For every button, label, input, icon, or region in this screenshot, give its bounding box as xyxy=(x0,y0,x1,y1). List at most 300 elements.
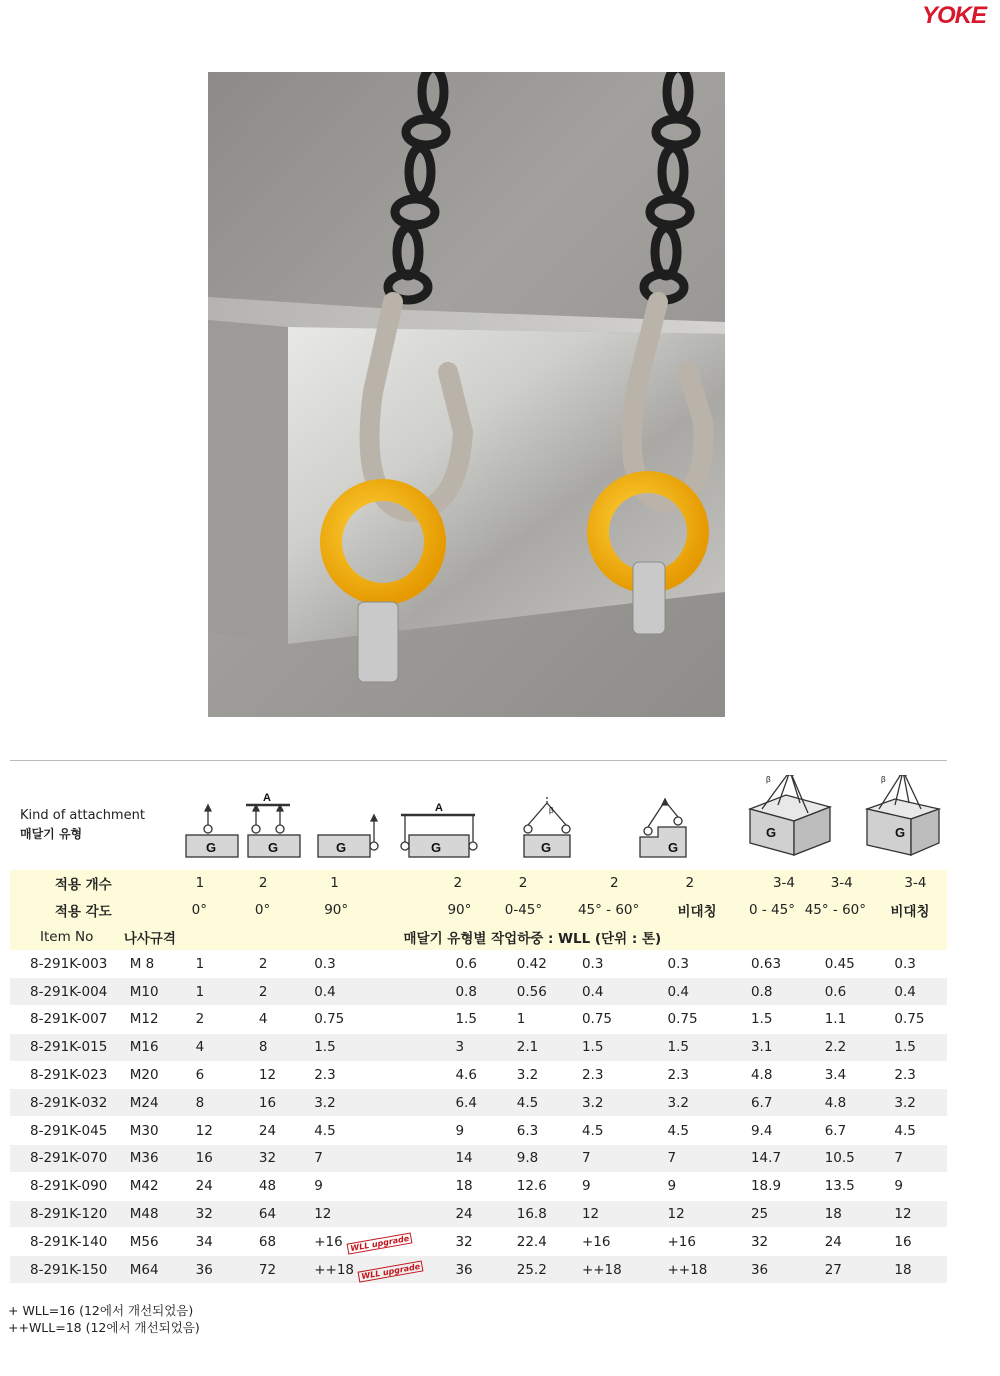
wll-value: 0.56 xyxy=(516,983,547,1000)
wll-cell xyxy=(302,1005,423,1033)
wll-cell xyxy=(503,1089,576,1117)
wll-cell xyxy=(805,1228,877,1256)
wll-cell xyxy=(876,978,947,1006)
count-cell: 2 xyxy=(655,870,734,897)
wll-cell xyxy=(503,1144,576,1172)
wll-cell xyxy=(576,1117,656,1145)
wll-value: 14 xyxy=(455,1150,473,1167)
wll-value: 4.8 xyxy=(824,1094,847,1111)
wll-value: 22.4 xyxy=(516,1233,547,1250)
wll-cell xyxy=(302,1089,423,1117)
count-cell: 1 xyxy=(302,870,423,897)
wll-value: 16 xyxy=(258,1094,277,1111)
table-row xyxy=(10,950,947,977)
table-row xyxy=(10,1061,947,1089)
wll-cell xyxy=(576,1228,656,1256)
wll-cell xyxy=(735,978,805,1006)
item-no-cell: 8-291K-090 xyxy=(10,1172,118,1200)
angle-cell: 45° - 60° xyxy=(805,897,877,924)
angle-cell: 0° xyxy=(178,897,239,924)
wll-value: 2 xyxy=(258,983,268,1000)
attachment-title-en: Kind of attachment xyxy=(20,808,145,823)
wll-value: 12 xyxy=(667,1205,685,1222)
wll-value: 24 xyxy=(824,1233,842,1250)
wll-value: 16 xyxy=(195,1150,213,1167)
wll-value: 0.3 xyxy=(314,955,336,972)
wll-value: 12 xyxy=(581,1205,600,1222)
table-row xyxy=(10,1089,947,1117)
wll-cell xyxy=(503,1005,576,1033)
wll-value: 0.3 xyxy=(894,955,916,972)
footnotes xyxy=(8,1302,200,1336)
wll-value: 18 xyxy=(894,1261,912,1278)
wll-value: 0.6 xyxy=(824,983,847,1000)
svg-text:β: β xyxy=(549,806,554,815)
wll-value: 4.5 xyxy=(667,1122,689,1139)
wll-value: 4 xyxy=(195,1039,205,1056)
wll-value: ++18 xyxy=(581,1261,622,1278)
svg-text:G: G xyxy=(766,825,777,840)
wll-cell xyxy=(876,1172,947,1200)
angle-cell: 비대칭 xyxy=(655,897,734,924)
wll-value: 0.6 xyxy=(455,955,477,972)
wll-value: 16.8 xyxy=(516,1205,547,1222)
wll-value: 12 xyxy=(314,1205,332,1222)
svg-text:G: G xyxy=(268,840,279,855)
wll-value: 12.6 xyxy=(516,1178,547,1195)
wll-value: 24 xyxy=(258,1122,277,1139)
wll-cell xyxy=(805,978,877,1006)
wll-value: 36 xyxy=(455,1261,473,1278)
wll-upgrade-stamp: WLL upgrade xyxy=(358,1260,424,1282)
wll-cell xyxy=(876,1228,947,1256)
wll-value: 32 xyxy=(455,1233,473,1250)
wll-value: 0.3 xyxy=(667,955,689,972)
count-cell: 2 xyxy=(239,870,302,897)
wll-value: 9 xyxy=(667,1178,677,1195)
wll-cell xyxy=(805,1200,877,1228)
svg-text:G: G xyxy=(431,840,442,855)
wll-cell xyxy=(423,950,502,977)
wll-cell xyxy=(503,1061,576,1089)
thread-cell: M64 xyxy=(118,1256,178,1284)
table-row xyxy=(10,1172,947,1200)
wll-value: 0.75 xyxy=(894,1011,925,1028)
wll-value: 0.4 xyxy=(894,983,916,1000)
wll-value: 2.3 xyxy=(581,1066,604,1083)
wll-cell xyxy=(735,1033,805,1061)
count-cell: 2 xyxy=(423,870,502,897)
wll-value: 1.5 xyxy=(750,1011,773,1028)
wll-value: 12 xyxy=(195,1122,213,1139)
wll-value: 4.8 xyxy=(750,1066,773,1083)
wll-value: 4.5 xyxy=(581,1122,604,1139)
table-row xyxy=(10,1256,947,1284)
thread-cell: M 8 xyxy=(118,950,178,977)
wll-value: 0.8 xyxy=(455,983,477,1000)
item-no-cell: 8-291K-070 xyxy=(10,1144,118,1172)
product-photo xyxy=(208,72,725,717)
wll-cell xyxy=(876,1061,947,1089)
table-row xyxy=(10,1117,947,1145)
table-row xyxy=(10,1144,947,1172)
wll-cell xyxy=(423,1144,502,1172)
wll-cell xyxy=(423,1172,502,1200)
wll-cell xyxy=(178,1228,239,1256)
wll-value: 68 xyxy=(258,1233,277,1250)
wll-cell xyxy=(423,1228,502,1256)
wll-cell xyxy=(239,978,302,1006)
wll-value: 1 xyxy=(516,1011,526,1028)
wll-cell xyxy=(423,1200,502,1228)
wll-value: 1 xyxy=(195,983,205,1000)
wll-value: 64 xyxy=(258,1205,277,1222)
wll-cell xyxy=(302,1144,423,1172)
angle-row-label: 적용 각도 xyxy=(10,897,118,924)
wll-value: 72 xyxy=(258,1261,277,1278)
wll-value: 2 xyxy=(195,1011,205,1028)
wll-cell xyxy=(805,1089,877,1117)
wll-cell xyxy=(576,1061,656,1089)
count-cell: 3-4 xyxy=(805,870,877,897)
wll-value: 6.3 xyxy=(516,1122,539,1139)
wll-cell xyxy=(805,1061,877,1089)
wll-value: 27 xyxy=(824,1261,842,1278)
wll-cell xyxy=(178,1200,239,1228)
wll-value: 3.2 xyxy=(516,1066,539,1083)
wll-cell xyxy=(655,1061,734,1089)
wll-cell xyxy=(239,1033,302,1061)
wll-value: 0.3 xyxy=(581,955,604,972)
wll-cell xyxy=(576,950,656,977)
wll-cell xyxy=(423,1005,502,1033)
wll-cell xyxy=(302,978,423,1006)
wll-value: 2.1 xyxy=(516,1039,539,1056)
wll-value: 1.5 xyxy=(894,1039,916,1056)
wll-value: 8 xyxy=(258,1039,268,1056)
wll-value: 12 xyxy=(894,1205,912,1222)
wll-value: 16 xyxy=(894,1233,912,1250)
wll-value: 6.7 xyxy=(750,1094,773,1111)
wll-cell xyxy=(423,1256,502,1284)
wll-value: 9 xyxy=(894,1178,903,1195)
wll-cell xyxy=(503,1228,576,1256)
item-no-cell: 8-291K-003 xyxy=(10,950,118,977)
product-photo-illustration xyxy=(208,72,725,717)
wll-value: 1.5 xyxy=(581,1039,604,1056)
wll-cell xyxy=(178,1061,239,1089)
wll-value: 0.75 xyxy=(581,1011,612,1028)
item-no-cell: 8-291K-007 xyxy=(10,1005,118,1033)
wll-value: 0.4 xyxy=(581,983,604,1000)
wll-value: 0.8 xyxy=(750,983,773,1000)
wll-cell xyxy=(876,1144,947,1172)
wll-value: 1.5 xyxy=(455,1011,477,1028)
column-header-row xyxy=(10,924,947,951)
table-row xyxy=(10,1033,947,1061)
thread-cell: M12 xyxy=(118,1005,178,1033)
wll-value: 3.4 xyxy=(824,1066,847,1083)
table-row xyxy=(10,1005,947,1033)
wll-cell xyxy=(178,1256,239,1284)
item-no-cell: 8-291K-023 xyxy=(10,1061,118,1089)
wll-cell xyxy=(423,978,502,1006)
wll-cell xyxy=(735,1089,805,1117)
angle-cell: 0 - 45° xyxy=(735,897,805,924)
wll-cell xyxy=(805,1033,877,1061)
wll-cell xyxy=(178,1144,239,1172)
attachment-diagrams xyxy=(180,775,950,865)
wll-cell xyxy=(302,1117,423,1145)
wll-cell xyxy=(239,1061,302,1089)
wll-cell xyxy=(178,1089,239,1117)
wll-value: 1 xyxy=(195,955,205,972)
diagram-letter: G xyxy=(206,840,217,855)
item-no-cell: 8-291K-004 xyxy=(10,978,118,1006)
wll-value: 9 xyxy=(314,1178,323,1195)
wll-value: 3.2 xyxy=(667,1094,689,1111)
count-cell: 2 xyxy=(576,870,656,897)
wll-cell xyxy=(655,1172,734,1200)
wll-value: 9.4 xyxy=(750,1122,773,1139)
wll-cell xyxy=(876,950,947,977)
wll-cell xyxy=(576,1033,656,1061)
wll-cell xyxy=(876,1033,947,1061)
item-no-cell: 8-291K-120 xyxy=(10,1200,118,1228)
wll-value: 3.2 xyxy=(314,1094,336,1111)
wll-cell xyxy=(735,1005,805,1033)
table-row xyxy=(10,1200,947,1228)
wll-value: 6 xyxy=(195,1066,205,1083)
wll-value: 0.63 xyxy=(750,955,782,972)
wll-value: 36 xyxy=(195,1261,213,1278)
wll-cell xyxy=(576,1256,656,1284)
svg-text:β: β xyxy=(881,775,886,784)
wll-cell xyxy=(239,1117,302,1145)
svg-text:G: G xyxy=(541,840,552,855)
wll-value: +16 xyxy=(314,1233,343,1250)
wll-cell xyxy=(576,978,656,1006)
svg-text:A: A xyxy=(263,792,271,804)
wll-cell xyxy=(239,1200,302,1228)
wll-cell xyxy=(302,1033,423,1061)
diagram-single-vertical xyxy=(186,805,238,857)
wll-cell xyxy=(735,1061,805,1089)
wll-cell xyxy=(576,1005,656,1033)
thread-header: 나사규격 xyxy=(118,924,178,951)
wll-value: 13.5 xyxy=(824,1178,855,1195)
wll-cell xyxy=(239,1089,302,1117)
wll-cell xyxy=(503,1172,576,1200)
wll-cell xyxy=(735,1200,805,1228)
wll-value: 0.45 xyxy=(824,955,855,972)
wll-cell xyxy=(805,1172,877,1200)
wll-value: 9 xyxy=(455,1122,465,1139)
count-cell: 1 xyxy=(178,870,239,897)
wll-cell xyxy=(805,1256,877,1284)
wll-cell xyxy=(239,1144,302,1172)
wll-value: 4.5 xyxy=(314,1122,336,1139)
footnote: + WLL=16 (12에서 개선되었음) xyxy=(8,1303,194,1318)
wll-value: 14.7 xyxy=(750,1150,782,1167)
wll-value: 9 xyxy=(581,1178,591,1195)
wll-value: +16 xyxy=(667,1233,696,1250)
wll-header: 매달기 유형별 작업하중 : WLL (단위 : 톤) xyxy=(178,924,947,951)
wll-value: 2.3 xyxy=(894,1066,916,1083)
wll-value: +16 xyxy=(581,1233,611,1250)
wll-value: ++18 xyxy=(667,1261,708,1278)
wll-cell xyxy=(302,1172,423,1200)
item-no-cell: 8-291K-032 xyxy=(10,1089,118,1117)
wll-cell xyxy=(735,1228,805,1256)
wll-table-body xyxy=(10,870,947,1283)
wll-value: 32 xyxy=(258,1150,277,1167)
wll-cell xyxy=(503,1256,576,1284)
table-row xyxy=(10,1228,947,1256)
wll-cell xyxy=(302,1256,423,1284)
wll-value: 3.2 xyxy=(894,1094,916,1111)
attachment-title-ko: 매달기 유형 xyxy=(20,827,83,841)
wll-cell xyxy=(503,1117,576,1145)
wll-value: 36 xyxy=(750,1261,769,1278)
svg-text:A: A xyxy=(435,802,443,814)
wll-value: 7 xyxy=(667,1150,677,1167)
wll-cell xyxy=(576,1200,656,1228)
wll-cell xyxy=(655,950,734,977)
wll-value: 0.42 xyxy=(516,955,547,972)
wll-cell xyxy=(423,1061,502,1089)
attachment-heading xyxy=(20,806,145,844)
angle-row xyxy=(10,897,947,924)
wll-cell xyxy=(178,950,239,977)
wll-value: 4.5 xyxy=(516,1094,539,1111)
wll-cell xyxy=(302,1228,423,1256)
wll-cell xyxy=(503,1200,576,1228)
wll-value: 7 xyxy=(894,1150,903,1167)
wll-cell xyxy=(239,1005,302,1033)
wll-cell xyxy=(655,978,734,1006)
wll-value: 2.3 xyxy=(667,1066,689,1083)
wll-cell xyxy=(655,1117,734,1145)
wll-cell xyxy=(178,1005,239,1033)
wll-cell xyxy=(655,1256,734,1284)
wll-cell xyxy=(576,1089,656,1117)
wll-value: 8 xyxy=(195,1094,205,1111)
wll-cell xyxy=(302,1061,423,1089)
thread-cell: M36 xyxy=(118,1144,178,1172)
svg-text:β: β xyxy=(766,775,771,784)
wll-value: 6.7 xyxy=(824,1122,847,1139)
wll-value: 18 xyxy=(824,1205,842,1222)
thread-cell: M56 xyxy=(118,1228,178,1256)
angle-cell: 45° - 60° xyxy=(576,897,656,924)
wll-cell xyxy=(423,1089,502,1117)
svg-text:G: G xyxy=(336,840,347,855)
wll-value: 3 xyxy=(455,1039,465,1056)
wll-cell xyxy=(805,1117,877,1145)
item-no-cell: 8-291K-045 xyxy=(10,1117,118,1145)
wll-cell xyxy=(876,1200,947,1228)
wll-cell xyxy=(735,1117,805,1145)
angle-cell: 90° xyxy=(302,897,423,924)
wll-value: 7 xyxy=(581,1150,591,1167)
thread-cell: M16 xyxy=(118,1033,178,1061)
thread-cell: M42 xyxy=(118,1172,178,1200)
thread-cell: M30 xyxy=(118,1117,178,1145)
wll-cell xyxy=(876,1005,947,1033)
thread-cell: M10 xyxy=(118,978,178,1006)
wll-cell xyxy=(239,1228,302,1256)
wll-cell xyxy=(735,1144,805,1172)
wll-cell xyxy=(423,1117,502,1145)
wll-cell xyxy=(423,1033,502,1061)
wll-value: 24 xyxy=(195,1178,213,1195)
wll-value: 1.5 xyxy=(667,1039,689,1056)
item-no-cell: 8-291K-015 xyxy=(10,1033,118,1061)
wll-value: 18.9 xyxy=(750,1178,782,1195)
wll-value: 2.2 xyxy=(824,1039,847,1056)
wll-cell xyxy=(805,1144,877,1172)
item-no-header: Item No xyxy=(10,924,118,951)
count-cell: 2 xyxy=(503,870,576,897)
wll-cell xyxy=(503,1033,576,1061)
count-row-label: 적용 개수 xyxy=(10,870,118,897)
item-no-cell: 8-291K-140 xyxy=(10,1228,118,1256)
wll-value: 32 xyxy=(195,1205,213,1222)
wll-cell xyxy=(805,1005,877,1033)
wll-value: 12 xyxy=(258,1066,277,1083)
wll-value: 0.4 xyxy=(314,983,336,1000)
wll-cell xyxy=(503,950,576,977)
wll-cell xyxy=(302,950,423,977)
wll-value: 4.5 xyxy=(894,1122,916,1139)
angle-cell: 0-45° xyxy=(503,897,576,924)
footnote: ++WLL=18 (12에서 개선되었음) xyxy=(8,1320,200,1335)
wll-cell xyxy=(655,1033,734,1061)
wll-table xyxy=(10,870,947,1284)
wll-cell xyxy=(655,1005,734,1033)
wll-cell xyxy=(735,950,805,977)
yoke-logo: YOKE xyxy=(921,2,986,29)
wll-value: ++18 xyxy=(314,1261,355,1278)
wll-cell xyxy=(876,1089,947,1117)
angle-cell: 비대칭 xyxy=(876,897,947,924)
section-divider xyxy=(10,760,947,761)
wll-upgrade-stamp: WLL upgrade xyxy=(346,1232,412,1254)
item-no-cell: 8-291K-150 xyxy=(10,1256,118,1284)
wll-value: 2.3 xyxy=(314,1066,336,1083)
wll-value: 7 xyxy=(314,1150,323,1167)
wll-value: 25 xyxy=(750,1205,769,1222)
wll-cell xyxy=(178,1117,239,1145)
wll-cell xyxy=(655,1200,734,1228)
wll-cell xyxy=(239,1172,302,1200)
wll-cell xyxy=(805,950,877,977)
wll-cell xyxy=(735,1172,805,1200)
wll-value: 6.4 xyxy=(455,1094,477,1111)
wll-cell xyxy=(503,978,576,1006)
count-cell: 3-4 xyxy=(735,870,805,897)
wll-cell xyxy=(655,1144,734,1172)
wll-value: 0.75 xyxy=(314,1011,345,1028)
svg-text:G: G xyxy=(895,825,906,840)
wll-cell xyxy=(178,1172,239,1200)
wll-value: 4.6 xyxy=(455,1066,477,1083)
wll-value: 3.2 xyxy=(581,1094,604,1111)
wll-value: 24 xyxy=(455,1205,473,1222)
wll-cell xyxy=(735,1256,805,1284)
wll-value: 1.1 xyxy=(824,1011,847,1028)
